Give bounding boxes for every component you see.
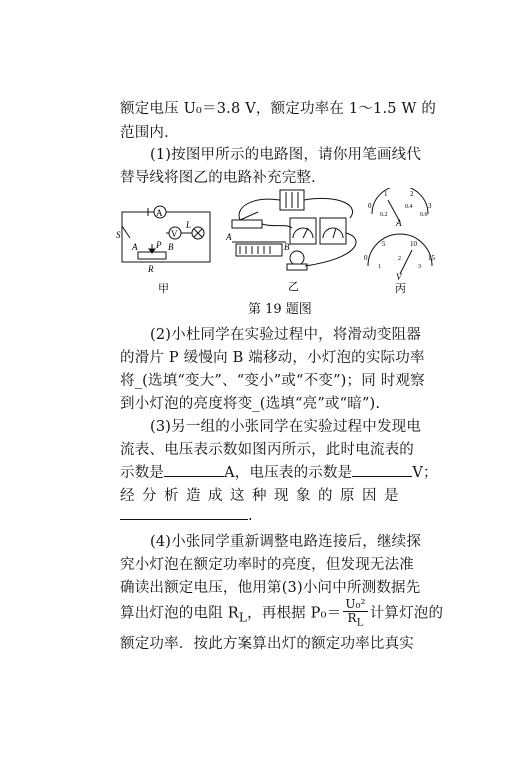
- reason-answer-blank[interactable]: [120, 507, 248, 520]
- lamp-device: [290, 251, 304, 265]
- ammeter-sub-tick-06: 0.6: [420, 212, 428, 218]
- question-4-line-2: 究小灯泡在额定功率时的亮度，但发现无法准: [120, 557, 414, 573]
- voltmeter-tick-5: 5: [382, 240, 386, 248]
- question-2-line-4: 到小灯泡的亮度将变_(选填“亮”或“暗”).: [120, 396, 381, 412]
- voltmeter-tick-0: 0: [364, 254, 368, 262]
- ammeter-sub-tick-02: 0.2: [380, 212, 388, 218]
- physical-circuit-yi: [232, 190, 356, 270]
- question-3-line-1: (3)另一组的小张同学在实验过程中发现电: [150, 419, 422, 435]
- question-3-line-3: [120, 461, 438, 482]
- current-answer-blank[interactable]: [164, 464, 224, 477]
- ammeter-tick-1: 1: [384, 190, 388, 198]
- formula-denominator: $R_L$: [347, 611, 364, 629]
- q4-sub-l: L: [238, 610, 248, 625]
- voltmeter-sub-tick-1: 1: [378, 264, 381, 270]
- question-3-line-2: 流表、电压表示数如图丙所示，此时电流表的: [120, 442, 414, 458]
- lamp-letter: L: [186, 220, 192, 230]
- question-4-line-3: 确读出额定电压，他用第(3)小问中所测数据先: [120, 580, 421, 596]
- ammeter-tick-3: 3: [428, 202, 432, 210]
- question-3-line-4: 经分析造成这种现象的原因是: [120, 488, 406, 504]
- switch-symbol: [122, 226, 130, 238]
- switch-letter: S: [116, 230, 121, 240]
- rheostat-device: [236, 244, 282, 256]
- figure-label-bing: 丙: [395, 283, 406, 295]
- rheostat-yi-a: A: [226, 232, 232, 242]
- text-line-1: 额定电压 U₀＝3.8 V，额定功率在 1～1.5 W 的: [120, 101, 437, 117]
- ammeter-letter: A: [156, 208, 163, 218]
- figure-label-jia: 甲: [158, 283, 169, 295]
- voltmeter-sub-tick-2: 2: [398, 256, 401, 262]
- voltmeter-sub-tick-3: 3: [418, 264, 421, 270]
- q4-text-c: 计算灯泡的: [369, 605, 444, 622]
- q4-text-a: 算出灯泡的电阻 R: [120, 605, 239, 622]
- ammeter-device: [290, 218, 316, 244]
- question-1-line-1: (1)按图甲所示的电路图，请你用笔画线代: [150, 147, 422, 163]
- rheostat-b-letter: B: [168, 242, 174, 252]
- figure-caption: 第 19 题图: [248, 302, 312, 317]
- circuit-diagram-jia: [122, 206, 210, 262]
- ammeter-tick-0: 0: [368, 202, 372, 210]
- q3-suffix: V；: [412, 465, 438, 481]
- question-3-line-5: [120, 507, 253, 524]
- question-4-line-4: [120, 598, 443, 629]
- power-formula-fraction: [343, 598, 367, 629]
- q3-end-period: .: [248, 508, 253, 524]
- rheostat-r-letter: R: [148, 264, 154, 274]
- ammeter-sub-tick-04: 0.4: [405, 204, 413, 210]
- q4-text-b: ，再根据 P₀＝: [247, 605, 342, 622]
- rheostat-yi-b: B: [284, 242, 290, 252]
- question-2-line-3: 将_(选填“变大”、“变小”或“不变”)；同 时观察: [120, 373, 425, 389]
- ammeter-unit: A: [396, 218, 402, 228]
- rheostat-p-letter: P: [156, 240, 162, 250]
- circuit-figure: [0, 188, 526, 298]
- rheostat-a-letter: A: [132, 242, 138, 252]
- question-4-line-1: (4)小张同学重新调整电路连接后，继续探: [150, 534, 422, 550]
- q3-middle: A，电压表的示数是: [224, 465, 353, 481]
- q3-prefix: 示数是: [120, 465, 165, 481]
- question-2-line-2: 的滑片 P 缓慢向 B 端移动，小灯泡的实际功率: [120, 350, 425, 366]
- question-2-line-1: (2)小杜同学在实验过程中，将滑动变阻器: [150, 327, 422, 343]
- voltmeter-tick-15: 15: [428, 254, 435, 262]
- voltmeter-tick-10: 10: [410, 240, 417, 248]
- switch-base: [232, 220, 262, 228]
- question-4-line-5: 额定功率．按此方案算出灯的额定功率比真实: [120, 636, 414, 652]
- question-1-line-2: 替导线将图乙的电路补充完整.: [120, 170, 316, 186]
- text-line-2: 范围内.: [120, 125, 169, 141]
- voltmeter-device: [320, 218, 346, 244]
- formula-numerator: U₀²: [345, 597, 366, 611]
- voltmeter-unit: V: [396, 272, 402, 282]
- figure-label-yi: 乙: [288, 281, 299, 293]
- voltmeter-letter: V: [171, 229, 178, 239]
- ammeter-tick-2: 2: [410, 190, 414, 198]
- voltage-answer-blank[interactable]: [352, 464, 412, 477]
